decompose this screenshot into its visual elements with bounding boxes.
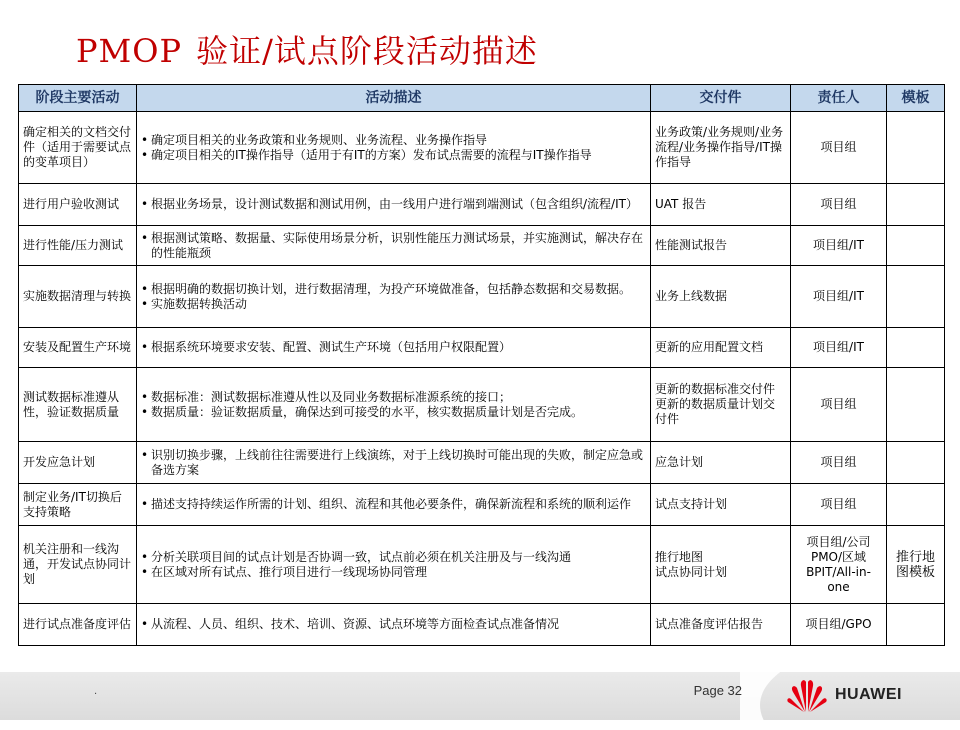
stage-cell: 进行试点准备度评估 <box>19 604 137 646</box>
template-cell <box>887 266 945 328</box>
header-description: 活动描述 <box>137 85 651 112</box>
stage-cell: 开发应急计划 <box>19 442 137 484</box>
deliverable-cell: 更新的数据标准交付件 更新的数据质量计划交付件 <box>651 368 791 442</box>
table-row <box>19 484 945 526</box>
table-row <box>19 184 945 226</box>
table-row <box>19 442 945 484</box>
description-item: • 根据业务场景，设计测试数据和测试用例，由一线用户进行端到端测试（包含组织/流程/IT） <box>141 197 646 212</box>
owner-cell: 项目组/IT <box>791 226 887 266</box>
stage-cell: 机关注册和一线沟通，开发试点协同计划 <box>19 526 137 604</box>
template-cell <box>887 226 945 266</box>
stage-cell: 确定相关的文档交付件（适用于需要试点的变革项目） <box>19 112 137 184</box>
owner-cell: 项目组/IT <box>791 328 887 368</box>
description-item: • 根据明确的数据切换计划，进行数据清理，为投产环境做准备，包括静态数据和交易数据。 <box>141 282 646 297</box>
table-row <box>19 368 945 442</box>
stage-cell: 安装及配置生产环境 <box>19 328 137 368</box>
table-row <box>19 112 945 184</box>
description-item: • 从流程、人员、组织、技术、培训、资源、试点环境等方面检查试点准备情况 <box>141 617 646 632</box>
title-text: 验证/试点阶段活动描述 <box>196 32 538 70</box>
description-item: • 识别切换步骤，上线前往往需要进行上线演练，对于上线切换时可能出现的失败，制定应急或备选方案 <box>141 448 646 478</box>
description-item: • 确定项目相关的业务政策和业务规则、业务流程、业务操作指导 <box>141 133 646 148</box>
description-item: • 数据标准：测试数据标准遵从性以及同业务数据标准源系统的接口； <box>141 390 646 405</box>
description-cell <box>137 328 651 368</box>
description-cell <box>137 266 651 328</box>
table-row <box>19 226 945 266</box>
table-row <box>19 266 945 328</box>
description-cell <box>137 184 651 226</box>
owner-cell: 项目组 <box>791 484 887 526</box>
footer-dot: . <box>94 686 98 697</box>
description-cell <box>137 604 651 646</box>
owner-cell: 项目组 <box>791 368 887 442</box>
brand-name: HUAWEI <box>835 686 902 703</box>
deliverable-cell: 试点准备度评估报告 <box>651 604 791 646</box>
deliverable-cell: 推行地图 试点协同计划 <box>651 526 791 604</box>
stage-cell: 实施数据清理与转换 <box>19 266 137 328</box>
stage-cell: 制定业务/IT切换后支持策略 <box>19 484 137 526</box>
template-cell <box>887 368 945 442</box>
description-cell <box>137 526 651 604</box>
header-stage: 阶段主要活动 <box>19 85 137 112</box>
deliverable-cell: 性能测试报告 <box>651 226 791 266</box>
template-cell <box>887 184 945 226</box>
header-owner: 责任人 <box>791 85 887 112</box>
description-cell <box>137 226 651 266</box>
stage-cell: 进行性能/压力测试 <box>19 226 137 266</box>
deliverable-cell: 应急计划 <box>651 442 791 484</box>
activity-table <box>18 84 945 646</box>
stage-cell: 测试数据标准遵从性，验证数据质量 <box>19 368 137 442</box>
description-item: • 确定项目相关的IT操作指导（适用于有IT的方案）发布试点需要的流程与IT操作指导 <box>141 148 646 163</box>
table-row <box>19 328 945 368</box>
page-title <box>76 26 538 76</box>
table-row <box>19 526 945 604</box>
owner-cell: 项目组/IT <box>791 266 887 328</box>
owner-cell: 项目组 <box>791 442 887 484</box>
description-item: • 描述支持持续运作所需的计划、组织、流程和其他必要条件，确保新流程和系统的顺利运作 <box>141 497 646 512</box>
description-item: • 实施数据转换活动 <box>141 297 646 312</box>
description-item: • 根据测试策略、数据量、实际使用场景分析，识别性能压力测试场景，并实施测试，解决存在的性能瓶颈 <box>141 231 646 261</box>
template-cell: 推行地图模板 <box>887 526 945 604</box>
header-template: 模板 <box>887 85 945 112</box>
template-cell <box>887 112 945 184</box>
description-item: • 根据系统环境要求安装、配置、测试生产环境（包括用户权限配置） <box>141 340 646 355</box>
owner-cell: 项目组/公司PMO/区域BPIT/All-in-one <box>791 526 887 604</box>
template-cell <box>887 442 945 484</box>
description-cell <box>137 484 651 526</box>
description-item: • 在区域对所有试点、推行项目进行一线现场协同管理 <box>141 565 646 580</box>
description-item: • 数据质量：验证数据质量，确保达到可接受的水平，核实数据质量计划是否完成。 <box>141 405 646 420</box>
page-number: Page 32 <box>693 683 742 698</box>
description-cell <box>137 368 651 442</box>
deliverable-cell: 试点支持计划 <box>651 484 791 526</box>
deliverable-cell: 更新的应用配置文档 <box>651 328 791 368</box>
deliverable-cell: 业务政策/业务规则/业务流程/业务操作指导/IT操作指导 <box>651 112 791 184</box>
table-row <box>19 604 945 646</box>
owner-cell: 项目组 <box>791 184 887 226</box>
owner-cell: 项目组/GPO <box>791 604 887 646</box>
description-cell <box>137 442 651 484</box>
owner-cell: 项目组 <box>791 112 887 184</box>
description-item: • 分析关联项目间的试点计划是否协调一致，试点前必须在机关注册及与一线沟通 <box>141 550 646 565</box>
template-cell <box>887 604 945 646</box>
huawei-logo-icon <box>787 676 827 714</box>
table-header-row <box>19 85 945 112</box>
template-cell <box>887 328 945 368</box>
deliverable-cell: UAT 报告 <box>651 184 791 226</box>
title-code: PMOP <box>76 32 183 70</box>
stage-cell: 进行用户验收测试 <box>19 184 137 226</box>
deliverable-cell: 业务上线数据 <box>651 266 791 328</box>
description-cell <box>137 112 651 184</box>
header-deliverable: 交付件 <box>651 85 791 112</box>
template-cell <box>887 484 945 526</box>
